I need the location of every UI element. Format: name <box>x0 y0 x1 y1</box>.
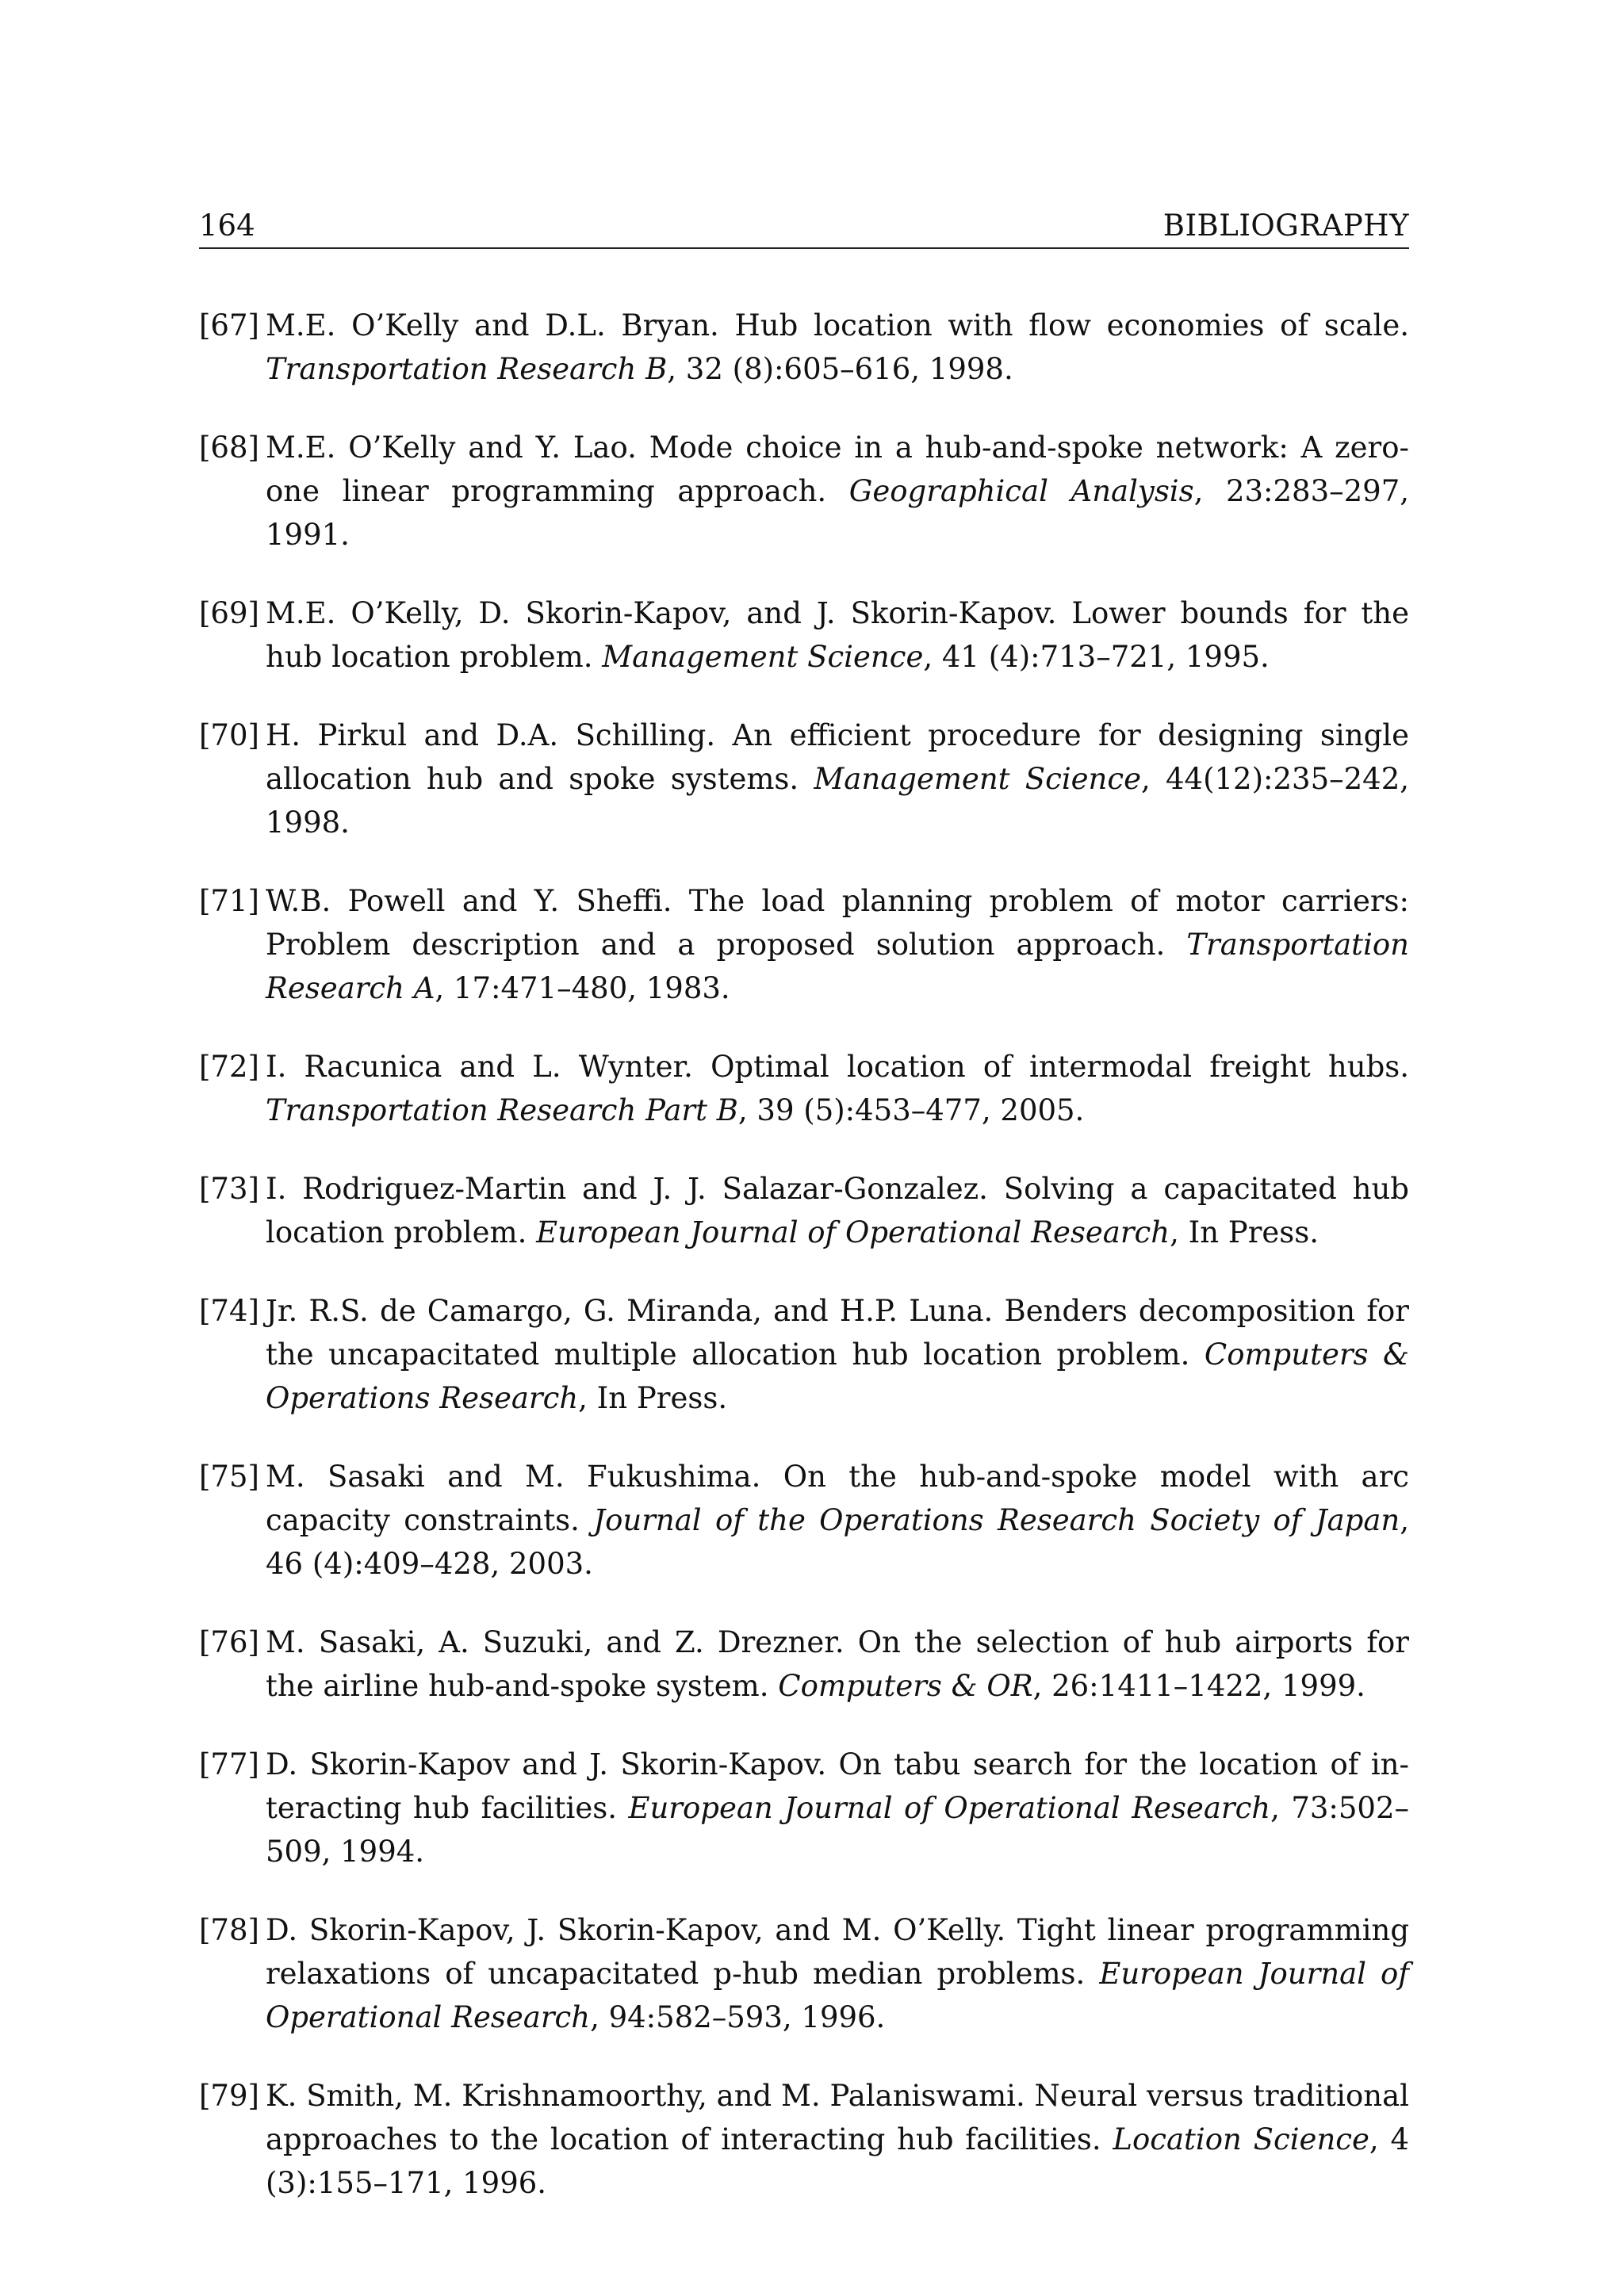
bib-label: [79] <box>199 2079 259 2113</box>
bib-label: [69] <box>199 596 259 630</box>
bib-details: , 94:582–593, 1996. <box>590 2000 886 2034</box>
bib-entry <box>199 426 1409 557</box>
bib-entry <box>199 1743 1409 1873</box>
bib-authors-title: Jr. R.S. de Camargo, G. Miranda, and H.P. Luna. Benders decomposition for the uncapacitated multiple allocation hub location problem. <box>266 1294 1409 1372</box>
bib-authors-title: M.E. O’Kelly and Y. Lao. Mode choice in a hub-and-spoke network: A zero-one linear programming approach. <box>266 430 1409 508</box>
bib-details: , 17:471–480, 1983. <box>435 971 730 1005</box>
bib-details: , 73:502–509, 1994. <box>266 1791 1410 1869</box>
page-number: 164 <box>199 209 255 243</box>
bib-authors-title: M. Sasaki, A. Suzuki, and Z. Drezner. On the selection of hub airports for the airline hub-and-spoke system. <box>266 1625 1409 1703</box>
bib-authors-title: W.B. Powell and Y. Sheffi. The load planning problem of motor carriers: Problem description and a proposed solution approach. <box>266 884 1409 962</box>
bib-details: , 4 (3):155–171, 1996. <box>266 2122 1409 2200</box>
bib-entry <box>199 1045 1409 1132</box>
bib-authors-title: K. Smith, M. Krishnamoorthy, and M. Palaniswami. Neural versus traditional approaches to the location of interacting hub facilities. <box>266 2079 1409 2156</box>
bib-authors-title: M. Sasaki and M. Fukushima. On the hub-and-spoke model with arc capacity constraints. <box>266 1460 1409 1537</box>
bib-journal: European Journal of Operational Research <box>266 1957 1409 2034</box>
bib-entry <box>199 591 1409 679</box>
bib-authors-title: I. Rodriguez-Martin and J. J. Salazar-Gonzalez. Solving a capacitated hub location problem. <box>266 1172 1409 1249</box>
bib-label: [72] <box>199 1050 259 1084</box>
bib-entry <box>199 2074 1409 2205</box>
bib-label: [74] <box>199 1294 259 1328</box>
bib-details: , 23:283–297, 1991. <box>266 474 1410 552</box>
bib-label: [70] <box>199 718 259 752</box>
bib-entry <box>199 1167 1409 1254</box>
bib-authors-title: I. Racunica and L. Wynter. Optimal location of intermodal freight hubs. <box>266 1050 1409 1084</box>
bib-authors-title: H. Pirkul and D.A. Schilling. An efficient procedure for designing single allocation hub and spoke systems. <box>266 718 1409 796</box>
bib-journal: Transportation Research A <box>266 928 1409 1005</box>
bib-details: , In Press. <box>1170 1215 1320 1249</box>
bib-authors-title: D. Skorin-Kapov, J. Skorin-Kapov, and M. O’Kelly. Tight linear programming relaxations of uncapacitated p-hub median problems. <box>266 1913 1409 1991</box>
bib-details: , 32 (8):605–616, 1998. <box>667 352 1013 386</box>
bib-label: [68] <box>199 430 259 465</box>
bib-authors-title: M.E. O’Kelly and D.L. Bryan. Hub location with flow economies of scale. <box>266 308 1409 342</box>
bib-entry <box>199 714 1409 844</box>
bib-journal: Location Science <box>1113 2122 1369 2156</box>
bib-journal: Transportation Research Part B <box>266 1093 738 1127</box>
bib-journal: Transportation Research B <box>266 352 668 386</box>
bib-details: , In Press. <box>578 1381 728 1415</box>
bib-journal: Computers & Operations Research <box>266 1337 1409 1415</box>
bib-entry <box>199 1908 1409 2039</box>
bib-journal: Management Science <box>814 762 1141 796</box>
bib-label: [73] <box>199 1172 259 1206</box>
bib-label: [67] <box>199 308 259 342</box>
bibliography-list <box>199 304 1409 2240</box>
bib-details: , 39 (5):453–477, 2005. <box>737 1093 1085 1127</box>
bib-details: , 46 (4):409–428, 2003. <box>266 1503 1409 1581</box>
bib-label: [75] <box>199 1460 259 1494</box>
bib-entry <box>199 304 1409 391</box>
bib-label: [77] <box>199 1747 259 1781</box>
bib-journal: Journal of the Operations Research Society of Japan <box>593 1503 1400 1537</box>
running-head: BIBLIOGRAPHY <box>1162 209 1409 243</box>
bib-journal: Computers & OR <box>778 1669 1033 1703</box>
bib-entry <box>199 1289 1409 1420</box>
bib-entry <box>199 1621 1409 1708</box>
bib-journal: European Journal of Operational Research <box>628 1791 1271 1825</box>
bib-journal: Management Science <box>602 640 924 674</box>
bib-label: [78] <box>199 1913 259 1947</box>
bib-entry <box>199 1455 1409 1586</box>
bib-details: , 41 (4):713–721, 1995. <box>923 640 1270 674</box>
page-header <box>199 206 1409 249</box>
bib-label: [71] <box>199 884 259 918</box>
bib-journal: European Journal of Operational Research <box>536 1215 1170 1249</box>
bib-journal: Geographical Analysis <box>848 474 1194 508</box>
bib-details: , 26:1411–1422, 1999. <box>1032 1669 1365 1703</box>
bib-authors-title: M.E. O’Kelly, D. Skorin-Kapov, and J. Skorin-Kapov. Lower bounds for the hub location problem. <box>266 596 1409 674</box>
bib-label: [76] <box>199 1625 259 1659</box>
bib-details: , 44(12):235–242, 1998. <box>266 762 1409 840</box>
bib-entry <box>199 879 1409 1010</box>
bib-authors-title: D. Skorin-Kapov and J. Skorin-Kapov. On tabu search for the location of interacting hub facilities. <box>266 1747 1409 1825</box>
